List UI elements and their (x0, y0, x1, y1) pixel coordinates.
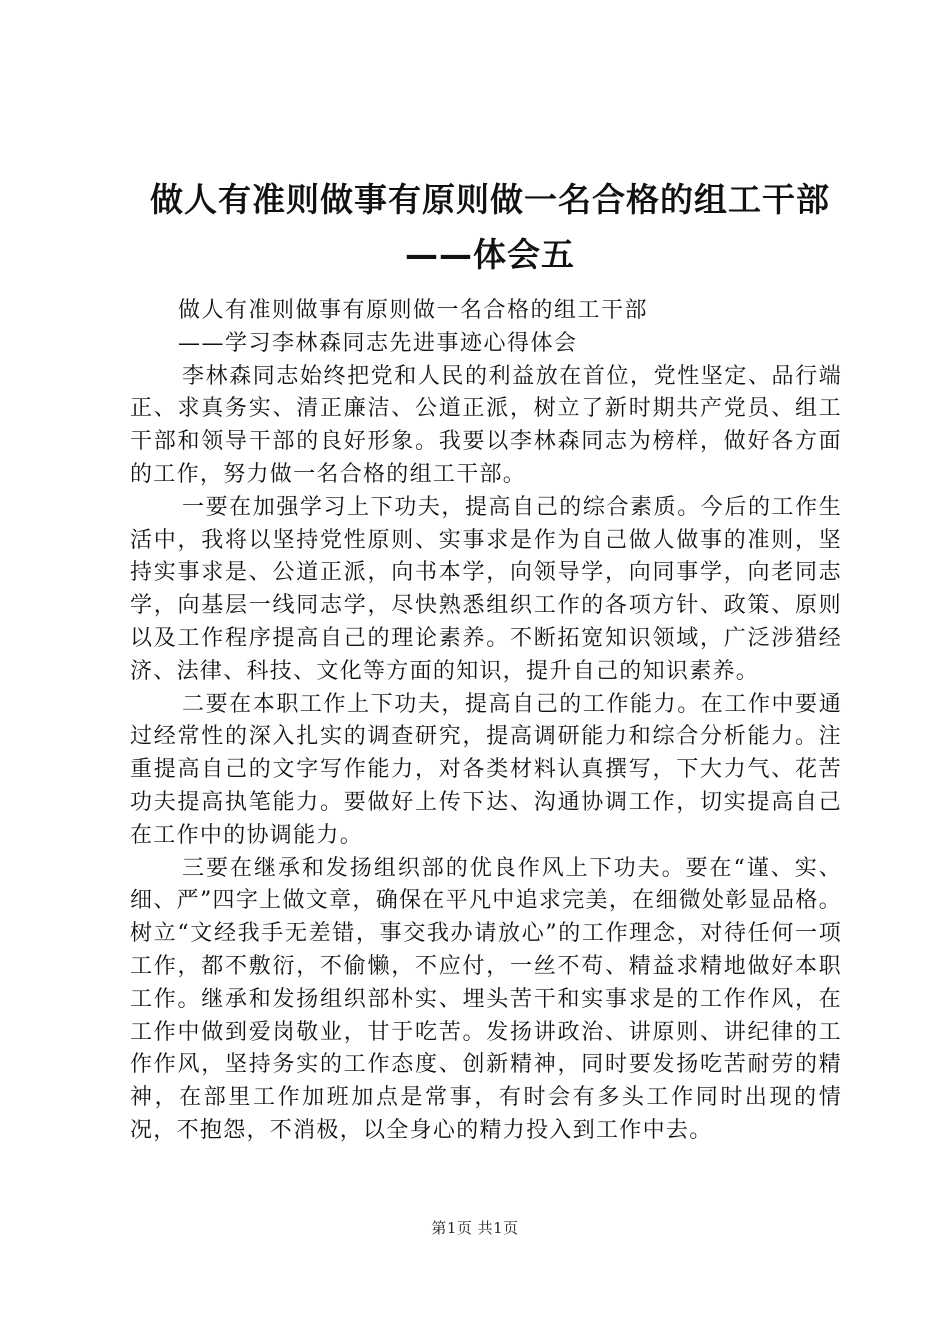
document-body (130, 295, 842, 1148)
document-title (110, 172, 870, 282)
paragraph-1: 李林森同志始终把党和人民的利益放在首位，党性坚定、品行端正、求真务实、清正廉洁、公道正派，树立了新时期共产党员、组工干部和领导干部的良好形象。我要以李林森同志为榜样，做好各方面的工作，努力做一名合格的组工干部。 (130, 363, 842, 487)
paragraph-4: 三要在继承和发扬组织部的优良作风上下功夫。要在“谨、实、细、严”四字上做文章，确保在平凡中追求完美，在细微处彰显品格。树立“文经我手无差错，事交我办请放心”的工作理念，对待任何一项工作，都不敷衍，不偷懒，不应付，一丝不苟、精益求精地做好本职工作。继承和发扬组织部朴实、埋头苦干和实事求是的工作作风，在工作中做到爱岗敬业，甘于吃苦。发扬讲政治、讲原则、讲纪律的工作作风，坚持务实的工作态度、创新精神，同时要发扬吃苦耐劳的精神，在部里工作加班加点是常事，有时会有多头工作同时出现的情况，不抱怨，不消极，以全身心的精力投入到工作中去。 (130, 855, 842, 1143)
paragraph-3: 二要在本职工作上下功夫，提高自己的工作能力。在工作中要通过经常性的深入扎实的调查研究，提高调研能力和综合分析能力。注重提高自己的文字写作能力，对各类材料认真撰写，下大力气、花苦功夫提高执笔能力。要做好上传下达、沟通协调工作，切实提高自己在工作中的协调能力。 (130, 691, 842, 848)
paragraph-2: 一要在加强学习上下功夫，提高自己的综合素质。今后的工作生活中，我将以坚持党性原则、实事求是作为自己做人做事的准则，坚持实事求是、公道正派，向书本学，向领导学，向同事学，向老同志学，向基层一线同志学，尽快熟悉组织工作的各项方针、政策、原则以及工作程序提高自己的理论素养。不断拓宽知识领域，广泛涉猎经济、法律、科技、文化等方面的知识，提升自己的知识素养。 (130, 494, 842, 684)
subtitle-line-2: ——学习李林森同志先进事迹心得体会 (178, 330, 578, 356)
title-line-1: 做人有准则做事有原则做一名合格的组工干部 (150, 180, 830, 219)
title-line-2: ——体会五 (405, 235, 575, 274)
page-footer: 第1页 共1页 (431, 1219, 519, 1237)
subtitle-line-1: 做人有准则做事有原则做一名合格的组工干部 (178, 298, 649, 323)
